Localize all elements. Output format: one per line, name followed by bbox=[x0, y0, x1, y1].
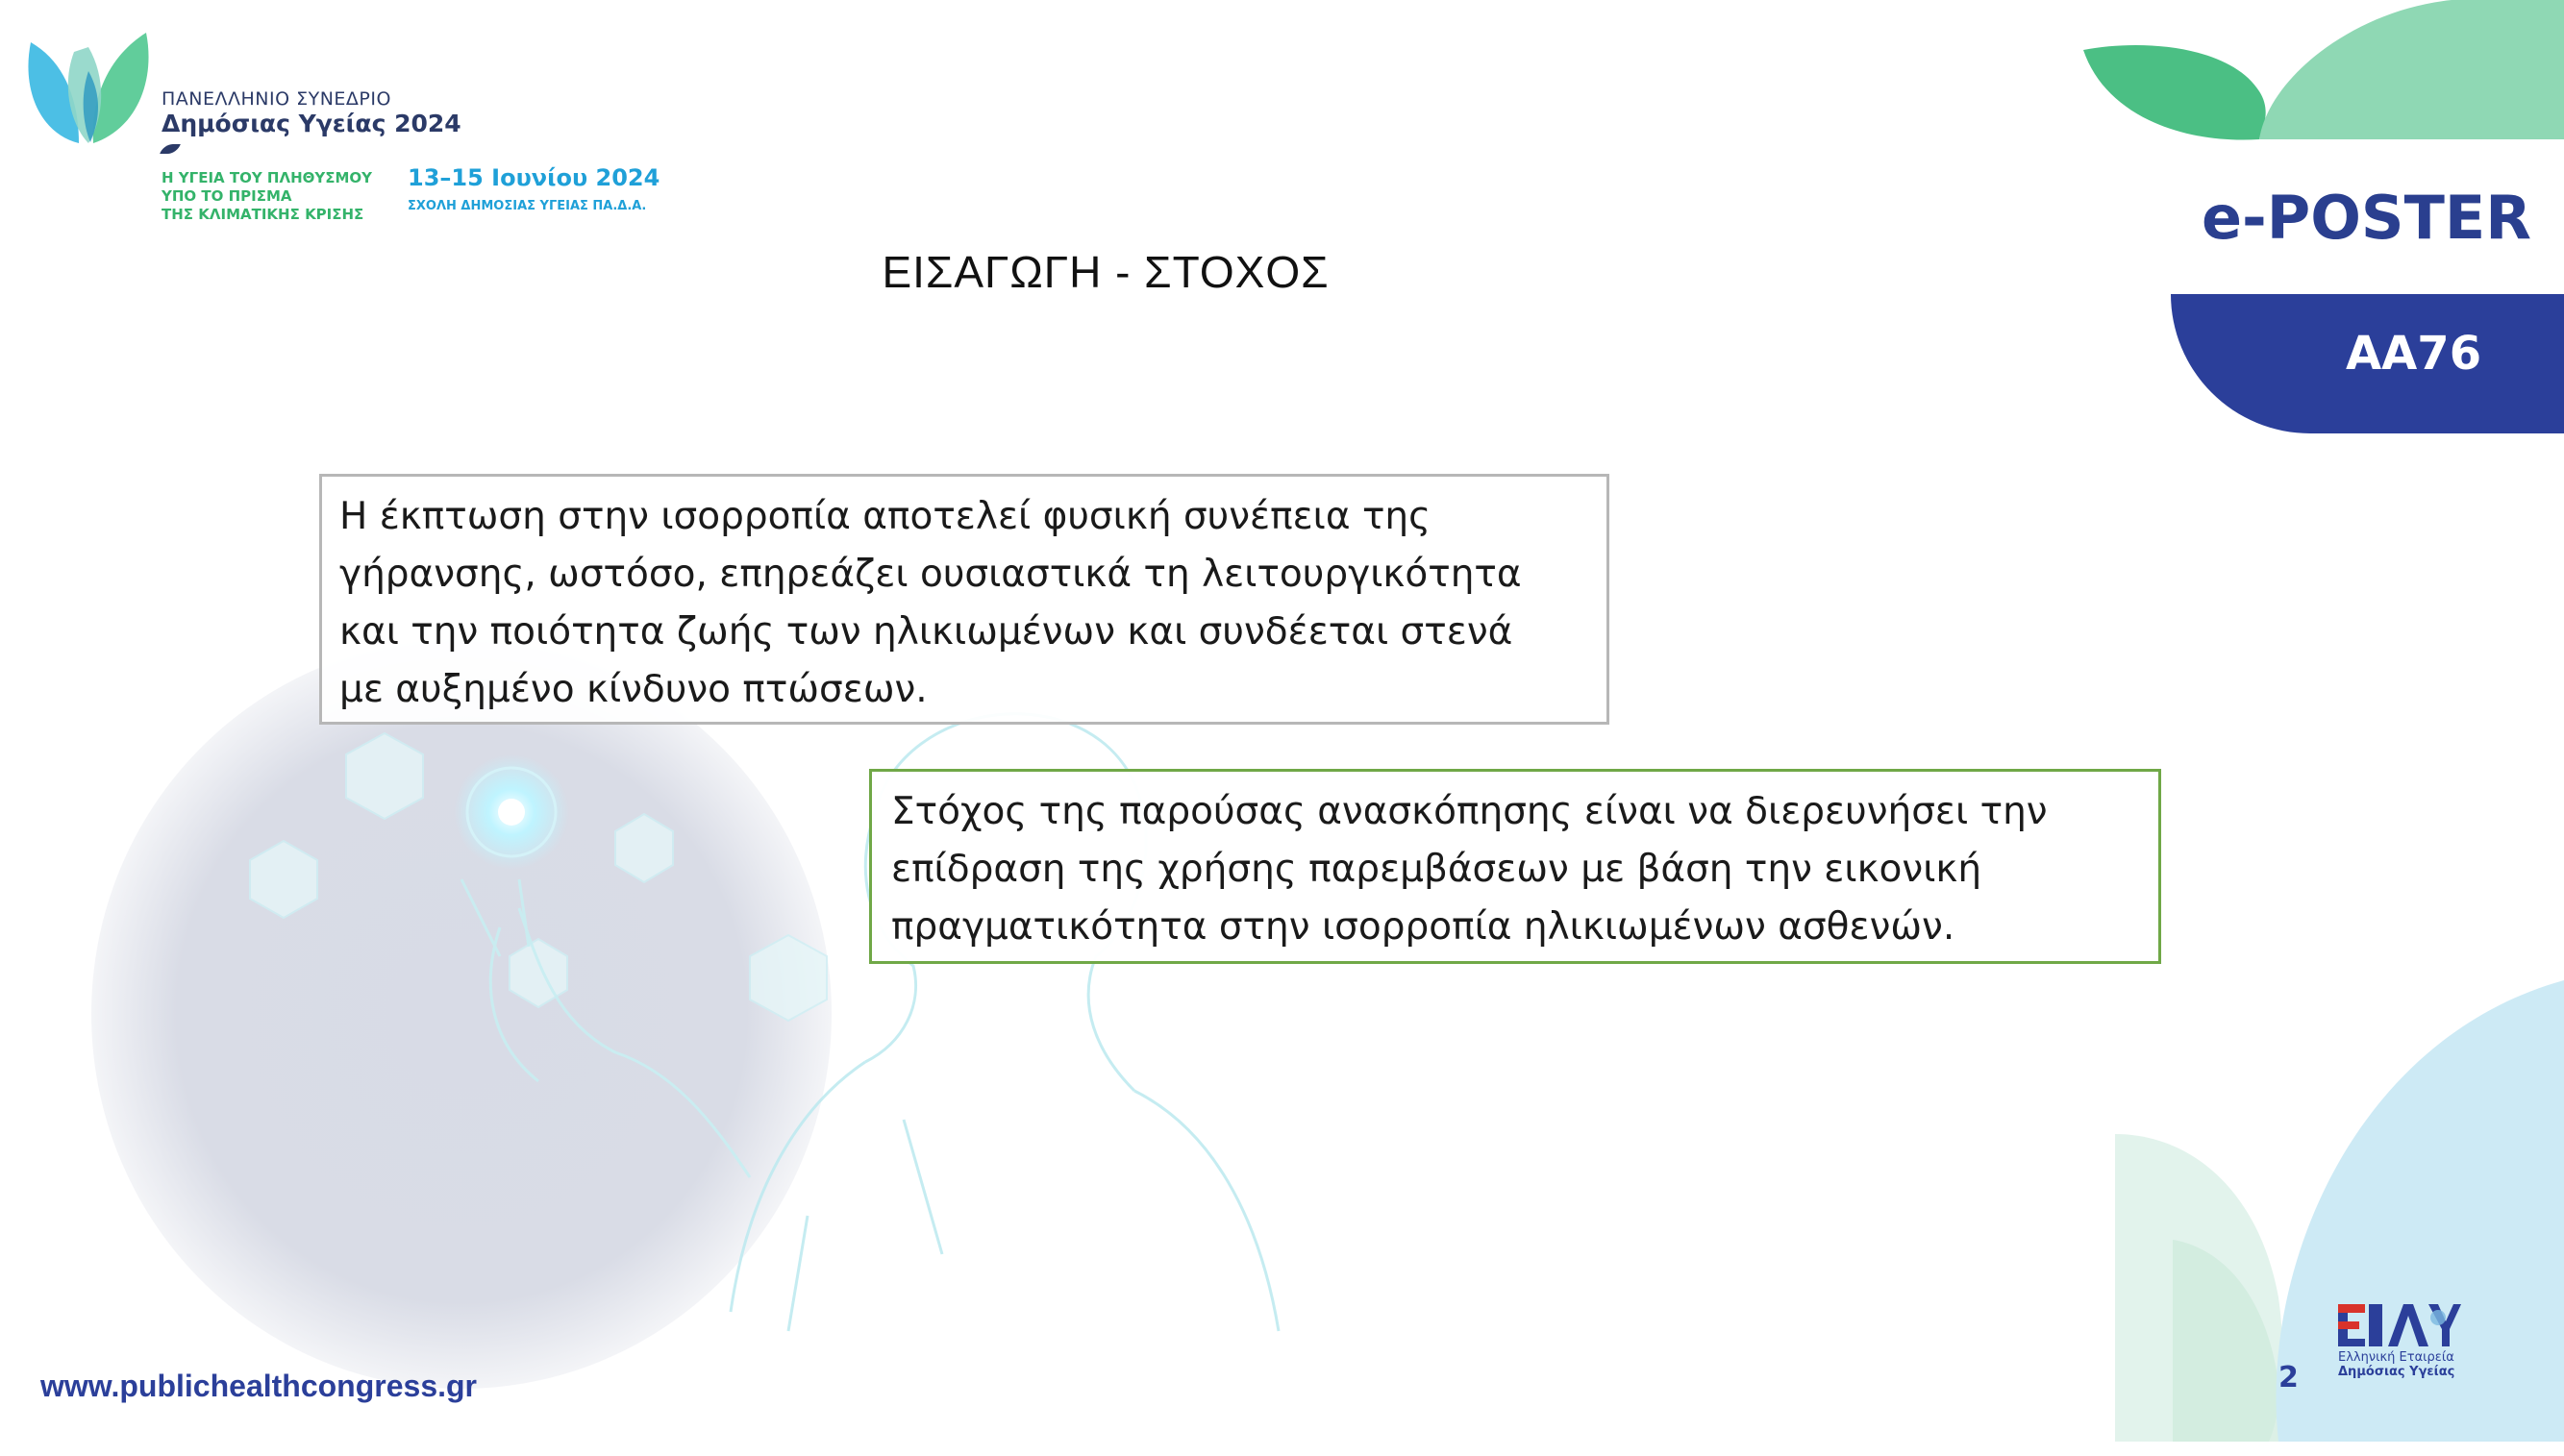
logo-date: 13–15 Ιουνίου 2024 bbox=[408, 164, 660, 191]
logo-congress-name: Δημόσιας Υγείας 2024 bbox=[162, 110, 461, 137]
intro-text bbox=[339, 488, 1593, 719]
logo-tagline-line: Η ΥΓΕΙΑ ΤΟΥ ΠΛΗΘΥΣΜΟΥ bbox=[162, 169, 373, 186]
intro-text-line: και την ποιότητα ζωής των ηλικιωμένων και συνδέεται στενά bbox=[339, 610, 1513, 654]
eposter-label: e-POSTER bbox=[2202, 183, 2531, 253]
logo-tagline-line: ΥΠΟ ΤΟ ΠΡΙΣΜΑ bbox=[162, 187, 292, 205]
page-title: ΕΙΣΑΓΩΓΗ - ΣΤΟΧΟΣ bbox=[882, 247, 1330, 297]
logo-school: ΣΧΟΛΗ ΔΗΜΟΣΙΑΣ ΥΓΕΙΑΣ ΠΑ.Δ.Α. bbox=[408, 199, 647, 213]
logo-congress-label: ΠΑΝΕΛΛΗΝΙΟ ΣΥΝΕΔΡΙΟ bbox=[162, 88, 391, 110]
page-number: 2 bbox=[2278, 1361, 2299, 1394]
org-logo-line2: Δημόσιας Υγείας bbox=[2338, 1365, 2455, 1379]
footer-website-link[interactable]: www.publichealthcongress.gr bbox=[40, 1369, 477, 1403]
aim-text-line: επίδραση της χρήσης παρεμβάσεων με βάση την εικονική bbox=[891, 848, 1982, 891]
intro-text-line: Η έκπτωση στην ισορροπία αποτελεί φυσική συνέπεια της bbox=[339, 495, 1431, 538]
aim-text-line: πραγματικότητα στην ισορροπία ηλικιωμένων ασθενών. bbox=[891, 905, 1955, 949]
intro-text-line: με αυξημένο κίνδυνο πτώσεων. bbox=[339, 668, 928, 711]
vr-person-illustration bbox=[77, 639, 1423, 1456]
logo-dash bbox=[160, 144, 181, 154]
intro-text-line: γήρανσης, ωστόσο, επηρεάζει ουσιαστικά τη λειτουργικότητα bbox=[339, 553, 1522, 596]
org-logo-line1: Ελληνική Εταιρεία bbox=[2338, 1350, 2454, 1365]
aim-text-line: Στόχος της παρούσας ανασκόπησης είναι να διερευνήσει την bbox=[891, 790, 2048, 833]
aim-text bbox=[891, 783, 2145, 956]
congress-logo-leaves-icon bbox=[21, 23, 156, 148]
bottom-right-leaf-decoration bbox=[2096, 980, 2564, 1442]
poster-code: AA76 bbox=[2346, 327, 2482, 381]
logo-tagline-line: ΤΗΣ ΚΛΙΜΑΤΙΚΗΣ ΚΡΙΣΗΣ bbox=[162, 206, 364, 223]
logo-tagline bbox=[162, 169, 372, 224]
intro-text-box bbox=[319, 474, 1609, 725]
aim-text-box bbox=[869, 769, 2161, 964]
top-right-leaf-decoration bbox=[2067, 0, 2564, 144]
